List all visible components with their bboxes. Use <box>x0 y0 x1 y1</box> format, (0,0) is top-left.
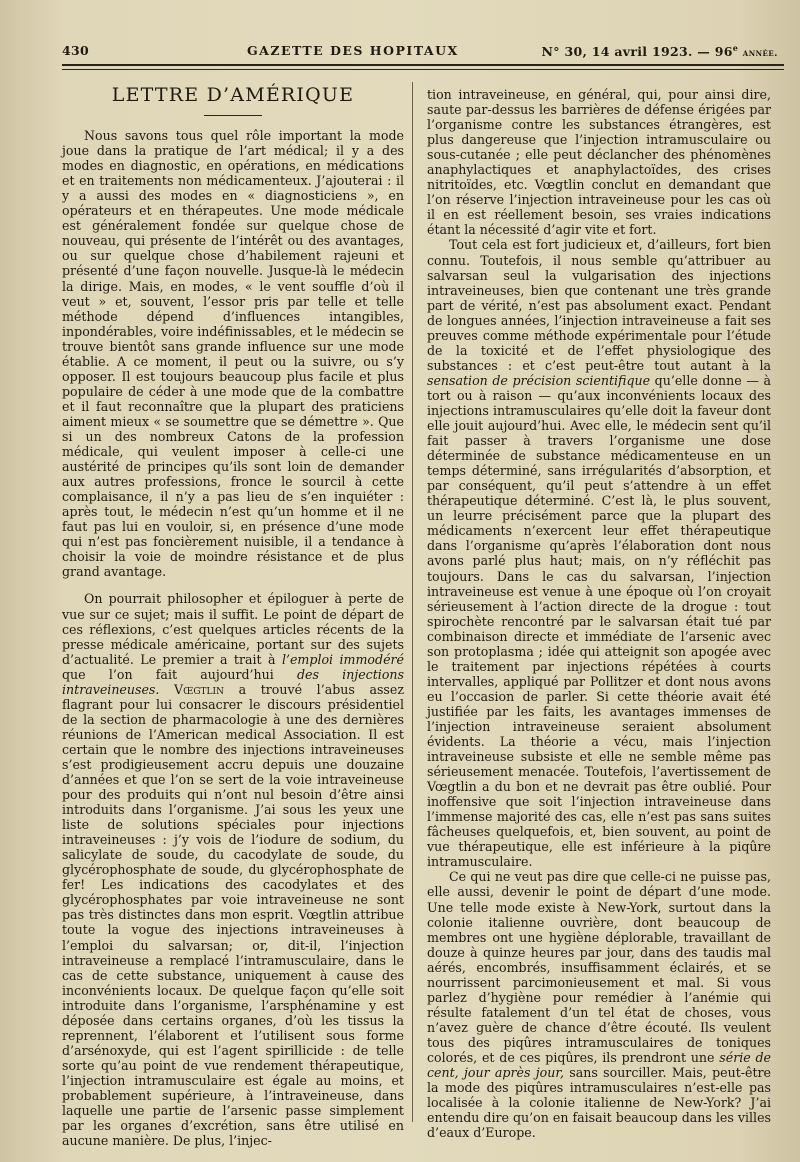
page-number: 430 <box>62 43 89 58</box>
paragraph-4-text-b: qu’elle donne — à tort ou à raison — qu’aux inconvénients locaux des injections intramusculaires qu’elle doit la faveur dont elle jouit aujourd’hui. Avec elle, le médecin sent qu’il fait passer à travers l’organisme une dose déterminée de substance médicamenteuse en un temps déterminé, sans irrégularités d’absorption, et par conséquent, qu’il peut s’attendre à un effet thérapeutique déterminé. C’est là, le plus souvent, un leurre précisément parce que la plupart des médicaments n’exercent leur effet thérapeutique dans l’organisme qu’après l’élaboration dont nous avons parlé plus haut; mais, on n’y réfléchit pas toujours. Dans le cas du salvarsan, l’injection intraveineuse est venue à une époque où l’on croyait sérieusement à l’action directe de la drogue : tout spirochète rencontré par le salvarsan était tué par combinaison directe et immédiate de l’arsenic avec son protoplasma ; idée qui atteignit son apogée avec le traitement par injections répétées à courts intervalles, appliqué par Pollitzer et dont nous avons eu l’occasion de parler. Si cette théorie avait été justifiée par les faits, les avantages immenses de l’injection intraveineuse seraient absolument évidents. La théorie a vécu, mais l’injection intraveineuse subsiste et elle ne semble même pas sérieusement menacée. Toutefois, l’avertissement de Vœgtlin a du bon et ne devrait pas être oublié. Pour inoffensive que soit l’injection intraveineuse dans l’immense majorité des cas, elle n’est pas sans suites fâcheuses quelquefois, et, bien souvent, au point de vue thérapeutique, elle est inférieure à la piqûre intramusculaire. <box>427 372 772 870</box>
header-rule-thick <box>62 64 784 66</box>
paragraph-5-text-a: Ce qui ne veut pas dire que celle-ci ne puisse pas, elle aussi, devenir le point de départ d’une mode. Une telle mode existe à New-York, surtout dans la colonie italienne ouvrière, dont beaucoup de membres ont une hygiène déplorable, travaillant de douze à quinze heures par jour, dans des taudis mal aérés, encombrés, insuffisamment éclairés, et se nourrissent parcimonieusement et mal. Si vous parlez d’hygiène pour remédier à l’anémie qui résulte fatalement d’un tel état de choses, vous n’avez guère de chance d’être écouté. Ils veulent tous des piqûres intramusculaires de toniques colorés, et de ces piqûres, ils prendront une <box>427 869 771 1065</box>
paragraph-5-text-b: sans sourciller. Mais, peut-être la mode des piqûres intramusculaires n’est-elle pas localisée à la colonie italienne de New-York? J’ai entendu dire qu’on en faisait beaucoup dans les villes d’eaux d’Europe. <box>427 1065 771 1141</box>
paragraph-4 <box>427 237 771 869</box>
running-header <box>62 40 782 62</box>
header-rule-thin <box>62 69 784 70</box>
article-title: LETTRE D’AMÉRIQUE <box>111 84 355 106</box>
paragraph-2-text-c: a trouvé l’abus assez flagrant pour lui consacrer le discours présidentiel de la section de pharmacologie à une des dernières réunions de l’American medical Association. Il est certain que le nombre des injections intraveineuses s’est prodigieusement accru depuis une douzaine d’années et que l’on se sert de la voie intraveineuse pour des produits qui n’ont nul besoin d’être ainsi introduits dans l’organisme. J’ai sous les yeux une liste de solutions spéciales pour injections intraveineuses : j’y vois de l’iodure de sodium, du salicylate de soude, du cacodylate de soude, du glycérophosphate de soude, du glycérophosphate de fer! Les indications des cacodylates et des glycérophosphates par voie intraveineuse ne sont pas très distinctes dans mon esprit. Vœgtlin attribue toute la vogue des injections intraveineuses à l’emploi du salvarsan; or, dit-il, l’injection intraveineuse a remplacé l’intramusculaire, dans le cas de cette substance, uniquement à cause des inconvénients locaux. De quelque façon qu’elle soit introduite dans l’organisme, l’arsphénamine y est déposée dans certains organes, d’où les tissus la reprennent, l’élaborent et l’utilisent sous forme d’arsénoxyde, qui est l’agent spirillicide : de telle sorte qu’au point de vue rendement thérapeutique, l’injection intramusculaire est égale au moins, et probablement supérieure, à l’intraveineuse, dans laquelle une partie de l’arsenic passe simplement par les organes d’excrétion, sans être utilisé en aucune manière. De plus, l’injec- <box>62 681 404 1149</box>
journal-name: GAZETTE DES HOPITAUX <box>247 43 459 58</box>
author-name-voegtlin: Vœgtlin <box>174 681 224 697</box>
paragraph-1: Nous savons tous quel rôle important la mode joue dans la pratique de l’art médical; il y a des modes en diagnostic, en opérations, en médications et en traitements non médicamenteux. J’ajouterai : il y a aussi des modes en « diagnosticiens », en opérateurs et en thérapeutes. Une mode médicale est généralement fondée sur quelque chose de nouveau, qui présente de l’intérêt ou des avantages, ou sur quelque chose d’habilement rajeuni et présenté d’une façon nouvelle. Jusque-là le médecin la dirige. Mais, en modes, « le vent souffle d’où il veut » et, souvent, l’essor pris par telle et telle méthode dépend d’influences intangibles, inpondérables, voire indéfinissables, et le médecin se trouve bientôt sans grande influence sur une mode établie. A ce moment, il peut ou la suivre, ou s’y opposer. Il est toujours beaucoup plus facile et plus populaire de céder à une mode que de la combattre et il faut reconnaître que la plupart des praticiens aiment mieux « se soumettre que se démettre ». Que si un des nombreux Catons de la profession médicale, qui veulent imposer à celle-ci une austérité de principes qu’ils sont loin de demander aux autres professions, fronce le sourcil à cette complaisance, il n’y a pas lieu de s’en inquiéter : après tout, le médecin n’est qu’un homme et il ne faut pas lui en vouloir, si, en présence d’une mode qui n’est pas foncièrement nuisible, il a tendance à choisir la voie de moindre résistance et de plus grand avantage. <box>62 128 404 580</box>
paragraph-4-text-a: Tout cela est fort judicieux et, d’ailleurs, fort bien connu. Toutefois, il nous semble qu’attribuer au salvarsan seul la vulgarisation des injections intraveineuses, bien que contenant une très grande part de vérité, n’est pas absolument exact. Pendant de longues années, l’injection intraveineuse a fait ses preuves comme méthode expérimentale pour l’étude de la toxicité et de l’effet physiologique des substances : et c’est peut-être tout autant à la <box>427 237 771 373</box>
paragraph-2-text-b: que l’on fait aujourd’hui <box>62 666 297 682</box>
issue-date: N° 30, 14 avril 1923. — 96 <box>541 44 733 60</box>
issue-ordinal: e <box>732 43 739 53</box>
paragraph-3: tion intraveineuse, en général, qui, pour ainsi dire, saute par-dessus les barrières de défense érigées par l’organisme contre les substances étrangères, est plus dangereuse que l’injection intramusculaire ou sous-cutanée ; elle peut déclancher des phénomènes anaphylactiques et anaphylactoïdes, des crises nitritoïdes, etc. Vœgtlin conclut en demandant que l’on réserve l’injection intraveineuse pour les cas où il en est réellement besoin, ses vraies indications étant la nécessité d’agir vite et fort. <box>427 87 771 238</box>
paragraph-2-text-a: On pourrait philosopher et épiloguer à perte de vue sur ce sujet; mais il suffit. Le point de départ de ces réflexions, c’est quelques articles récents de la presse médicale américaine, portant sur des sujets d’actualité. Le premier a trait à <box>62 591 404 667</box>
paragraph-5 <box>427 869 771 1140</box>
paragraph-5-emphasis: série de cent, jour après jour, <box>427 1050 771 1081</box>
issue-info <box>542 43 778 59</box>
paragraph-2 <box>62 591 404 1148</box>
paragraph-2-emphasis-1: l’emploi immodéré <box>281 651 404 667</box>
left-column <box>62 82 404 1148</box>
right-column <box>427 87 771 1140</box>
column-divider <box>412 82 413 1122</box>
title-dash <box>204 115 262 116</box>
paragraph-4-emphasis: sensation de précision scientifique <box>427 372 651 388</box>
issue-year-label: année. <box>742 48 778 60</box>
paragraph-2-emphasis-2: des injections intraveineuses. <box>62 666 404 697</box>
